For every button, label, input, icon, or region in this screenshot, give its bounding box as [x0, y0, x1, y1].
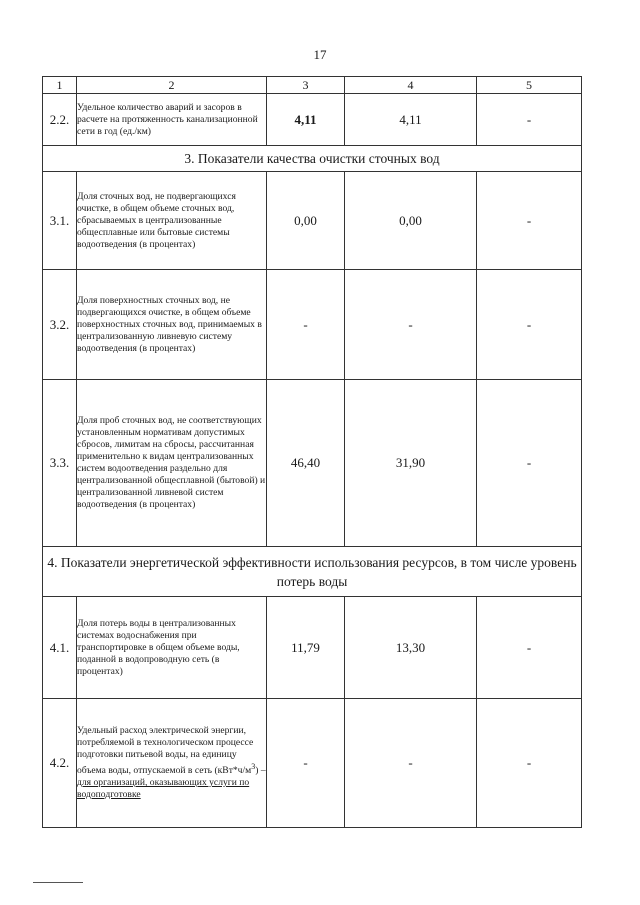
table-header-row — [43, 77, 582, 94]
value-col5: - — [477, 94, 582, 146]
section-row — [43, 547, 582, 597]
description-text-close: ) – — [255, 765, 266, 777]
value-col3: 4,11 — [267, 94, 345, 146]
section-title-3: 3. Показатели качества очистки сточных вод — [43, 146, 582, 172]
table-row — [43, 597, 582, 699]
value-col3: - — [267, 270, 345, 380]
row-description — [77, 699, 267, 828]
row-description: Удельное количество аварий и засоров в расчете на протяженность канализационной сети в год (ед./км) — [77, 94, 267, 146]
column-header: 1 — [43, 77, 77, 94]
superscript: 3 — [251, 761, 256, 771]
row-description: Доля потерь воды в централизованных системах водоснабжения при транспортировке в общем объеме воды, поданной в водопроводную сеть (в процентах) — [77, 597, 267, 699]
row-number: 4.1. — [43, 597, 77, 699]
value-col4: - — [345, 270, 477, 380]
page-number: 17 — [313, 47, 327, 62]
row-number: 3.1. — [43, 172, 77, 270]
table-row — [43, 270, 582, 380]
value-col5: - — [477, 699, 582, 828]
value-col3: 46,40 — [267, 380, 345, 547]
row-number: 3.2. — [43, 270, 77, 380]
row-number: 2.2. — [43, 94, 77, 146]
section-title-4: 4. Показатели энергетической эффективности использования ресурсов, в том числе уровень потерь воды — [43, 547, 582, 597]
column-header: 3 — [267, 77, 345, 94]
section-row — [43, 146, 582, 172]
underlined-note: для организаций, оказывающих услуги по водоподготовке — [77, 777, 250, 801]
row-description: Доля сточных вод, не подвергающихся очистке, в общем объеме сточных вод, сбрасываемых в централизованные общесплавные или бытовые системы водоотведения (в процентах) — [77, 172, 267, 270]
value-col3: - — [267, 699, 345, 828]
value-col4: 13,30 — [345, 597, 477, 699]
row-number: 3.3. — [43, 380, 77, 547]
column-header: 5 — [477, 77, 582, 94]
value-col4: 0,00 — [345, 172, 477, 270]
table-row — [43, 94, 582, 146]
row-number: 4.2. — [43, 699, 77, 828]
column-header: 4 — [345, 77, 477, 94]
value-col3: 0,00 — [267, 172, 345, 270]
table-row — [43, 380, 582, 547]
row-description: Доля проб сточных вод, не соответствующих установленным нормативам допустимых сбросов, лимитам на сбросы, рассчитанная применительно к видам централизованных систем водоотведения раздельно для централизованной общесплавной (бытовой) и централизованной ливневой систем водоотведения (в процентах) — [77, 380, 267, 547]
value-col5: - — [477, 380, 582, 547]
table-row — [43, 699, 582, 828]
value-col5: - — [477, 172, 582, 270]
value-col4: 31,90 — [345, 380, 477, 547]
column-header: 2 — [77, 77, 267, 94]
value-col4: - — [345, 699, 477, 828]
value-col5: - — [477, 270, 582, 380]
value-col4: 4,11 — [345, 94, 477, 146]
indicators-table — [42, 76, 582, 828]
footer-rule — [33, 882, 83, 883]
value-col5: - — [477, 597, 582, 699]
description-text: Удельный расход электрической энергии, потребляемой в технологическом процессе подготовки питьевой воды, на единицу объема воды, отпускаемой в сеть (кВт*ч/м — [77, 724, 254, 777]
table-row — [43, 172, 582, 270]
row-description: Доля поверхностных сточных вод, не подвергающихся очистке, в общем объеме поверхностных сточных вод, принимаемых в централизованную ливневую систему водоотведения (в процентах) — [77, 270, 267, 380]
value-col3: 11,79 — [267, 597, 345, 699]
